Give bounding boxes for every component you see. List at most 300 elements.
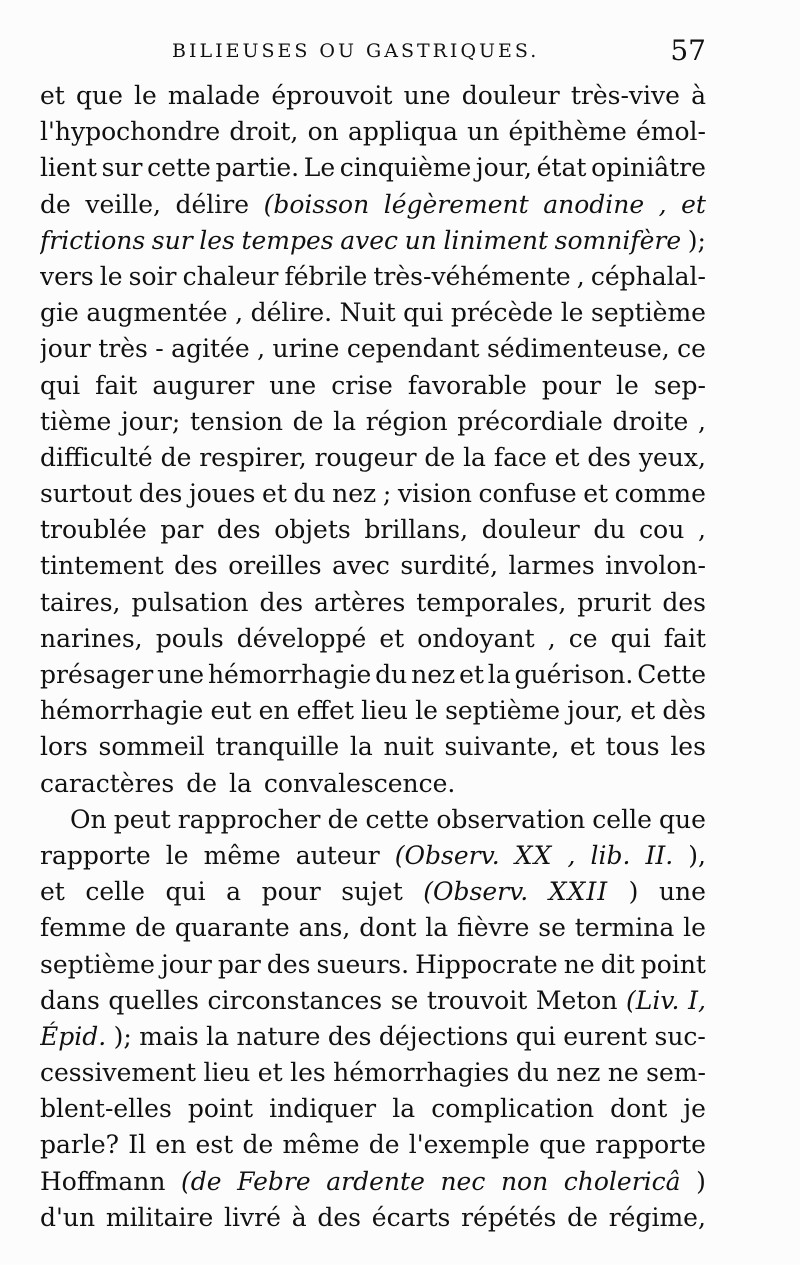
word: une — [269, 370, 317, 400]
word: peut — [113, 804, 171, 834]
word: sur — [101, 153, 143, 183]
word: la — [349, 732, 373, 762]
word: développé — [236, 623, 367, 653]
word: pouls — [155, 623, 224, 653]
word: nec — [440, 1166, 486, 1196]
word: et — [262, 479, 287, 509]
word: de — [292, 406, 324, 436]
word: état — [536, 153, 587, 183]
word: cholericâ — [563, 1166, 681, 1196]
text-line — [40, 1055, 706, 1091]
word: de — [327, 804, 359, 834]
word: ans, — [298, 913, 351, 943]
text-line — [40, 693, 706, 729]
word: larmes — [508, 551, 595, 581]
word: région — [365, 406, 448, 436]
word: circonstances — [207, 985, 383, 1015]
text-line — [40, 1164, 706, 1200]
word: , — [658, 189, 667, 219]
word: ) — [696, 1166, 706, 1196]
word: septième — [591, 298, 706, 328]
word: légèrement — [383, 189, 529, 219]
word: face — [493, 442, 547, 472]
word: (Observ. — [423, 877, 529, 907]
word: jour, — [475, 153, 532, 183]
word: un — [404, 225, 437, 255]
text-line — [40, 1127, 706, 1163]
page-number: 57 — [670, 34, 706, 67]
word: (Observ. — [394, 840, 500, 870]
word: caractères — [40, 768, 175, 798]
word: frictions — [40, 225, 146, 255]
word: ce — [568, 623, 598, 653]
word: ) — [628, 877, 639, 907]
word: fait — [663, 623, 706, 653]
word: ), — [688, 840, 706, 870]
word: ne — [607, 1058, 639, 1088]
text-line — [40, 729, 706, 765]
running-head — [40, 34, 706, 68]
word: blent-elles — [40, 1094, 172, 1124]
text-line — [40, 259, 706, 295]
word: qui — [515, 1021, 556, 1051]
word: le — [683, 913, 706, 943]
word: ; — [382, 479, 392, 509]
word: la — [487, 660, 511, 689]
word: ne — [563, 949, 595, 979]
word: à — [691, 81, 706, 110]
word: pulsation — [131, 587, 249, 617]
word: rapprocher — [177, 804, 321, 834]
word: et — [379, 623, 405, 653]
text-line — [40, 512, 706, 548]
text-line — [40, 331, 706, 367]
word: douleur — [481, 515, 580, 545]
text-line — [40, 874, 706, 910]
word: les — [670, 732, 706, 762]
word: rougeur — [314, 442, 417, 472]
word: dès — [662, 696, 706, 726]
word: une — [403, 81, 451, 110]
text-line — [40, 766, 706, 802]
word: nez — [411, 660, 456, 689]
word: chaleur — [182, 261, 279, 291]
word: les — [199, 225, 235, 255]
text-line — [40, 404, 706, 440]
word: , — [697, 515, 706, 545]
word: parle? — [40, 1130, 120, 1160]
word: yeux, — [638, 442, 706, 472]
word: - — [155, 334, 164, 364]
word: fait — [95, 370, 138, 400]
word: suc- — [654, 1021, 706, 1051]
word: agitée — [171, 334, 250, 364]
word: lieu — [203, 1058, 251, 1088]
word: (Liv. — [626, 985, 680, 1015]
word: involon- — [605, 551, 706, 581]
word: Il — [128, 1130, 147, 1160]
word: favorable — [407, 370, 527, 400]
word: complication — [431, 1094, 595, 1124]
word: nez — [556, 1058, 601, 1088]
word: des — [266, 949, 311, 979]
word: sem- — [646, 1058, 706, 1088]
word: précordiale — [457, 406, 603, 436]
word: déjections — [378, 1021, 509, 1051]
word: des — [317, 1202, 362, 1232]
word: la — [463, 442, 486, 472]
text-line — [40, 802, 706, 838]
word: de — [567, 1202, 598, 1232]
word: malade — [167, 81, 261, 110]
word: de — [424, 442, 456, 472]
text-line — [40, 295, 706, 331]
word: tième — [40, 406, 112, 436]
word: douleur — [461, 81, 560, 110]
word: de — [186, 768, 217, 798]
word: ); — [687, 225, 706, 255]
word: Hoffmann — [40, 1166, 166, 1196]
word: le — [616, 370, 639, 400]
word: comme — [614, 479, 706, 509]
text-line — [40, 621, 706, 657]
word: anodine — [543, 189, 645, 219]
word: urine — [272, 334, 340, 364]
word: temporales, — [416, 587, 567, 617]
word: se — [390, 985, 419, 1015]
text-line — [40, 947, 706, 983]
body-text — [40, 78, 706, 1236]
word: les — [290, 1058, 326, 1088]
word: par — [160, 515, 204, 545]
word: augmentée — [86, 298, 228, 328]
word: cette — [147, 153, 211, 183]
word: éprouvoit — [271, 81, 393, 110]
word: émol- — [636, 117, 706, 147]
word: surdité, — [400, 551, 499, 581]
word: en — [155, 1130, 187, 1160]
word: auteur — [295, 840, 380, 870]
text-line — [40, 476, 706, 512]
word: la — [206, 1021, 230, 1051]
word: lib. — [590, 840, 631, 870]
word: qui — [165, 877, 206, 907]
word: pour — [541, 370, 601, 400]
word: des — [174, 551, 218, 581]
text-line — [40, 150, 706, 186]
word: très — [98, 334, 148, 364]
word: XX — [514, 840, 553, 870]
word: céphalal- — [590, 261, 706, 291]
text-line — [40, 838, 706, 874]
text-line — [40, 983, 706, 1019]
word: troublée — [40, 515, 147, 545]
word: très-véhémente — [373, 261, 571, 291]
word: eut — [210, 696, 252, 726]
word: le — [560, 298, 584, 328]
word: et — [40, 81, 65, 110]
word: I, — [688, 985, 706, 1015]
word: Meton — [535, 985, 618, 1015]
word: point — [640, 949, 706, 979]
word: jour — [40, 334, 91, 364]
word: avec — [340, 225, 399, 255]
word: a — [226, 877, 242, 907]
word: pour — [261, 877, 321, 907]
word: , — [257, 334, 266, 364]
word: vers — [40, 261, 94, 291]
word: cette — [365, 804, 430, 834]
word: et — [681, 189, 706, 219]
word: confuse — [478, 479, 577, 509]
word: Nuit — [339, 298, 396, 328]
word: droit, — [229, 117, 299, 147]
word: et — [630, 696, 656, 726]
word: hémorrhagies — [333, 1058, 510, 1088]
word: termina — [574, 913, 675, 943]
word: Febre — [237, 1166, 311, 1196]
word: l'hypochondre — [40, 117, 221, 147]
word: le — [99, 261, 123, 291]
word: (boisson — [263, 189, 370, 219]
word: lient — [40, 153, 97, 183]
word: sur — [151, 225, 193, 255]
text-line — [40, 585, 706, 621]
word: militaire — [105, 1202, 214, 1232]
word: le — [165, 840, 189, 870]
word: mais — [139, 1021, 199, 1051]
word: qui — [403, 298, 444, 328]
word: , — [567, 840, 576, 870]
word: cou — [639, 515, 685, 545]
word: droite — [612, 406, 689, 436]
word: prurit — [577, 587, 652, 617]
word: des — [587, 442, 631, 472]
word: II. — [645, 840, 674, 870]
word: que — [539, 1130, 586, 1160]
word: de — [242, 1130, 274, 1160]
word: se — [538, 913, 566, 943]
text-line — [40, 187, 706, 223]
word: suivante, — [444, 732, 560, 762]
word: opiniâtre — [591, 153, 706, 183]
word: délire — [175, 189, 250, 219]
word: jour; — [121, 406, 181, 436]
text-line — [40, 223, 706, 259]
word: convalescence. — [263, 768, 456, 798]
word: trouvoit — [426, 985, 528, 1015]
word: écarts — [371, 1202, 451, 1232]
word: lors — [40, 732, 88, 762]
word: observation — [436, 804, 586, 834]
word: taires, — [40, 587, 121, 617]
word: celle — [85, 877, 145, 907]
word: cinquième — [339, 153, 472, 183]
word: Hippocrate — [415, 949, 558, 979]
text-line — [40, 657, 706, 693]
word: cessivement — [40, 1058, 197, 1088]
word: l'exemple — [408, 1130, 530, 1160]
text-line — [40, 368, 706, 404]
word: ); — [113, 1021, 132, 1051]
word: du — [293, 479, 326, 509]
word: tempes — [241, 225, 334, 255]
word: femme — [40, 913, 127, 943]
word: oreilles — [228, 551, 322, 581]
text-line — [40, 1091, 706, 1127]
word: tension — [190, 406, 283, 436]
word: présager — [40, 660, 154, 689]
word: on — [307, 117, 339, 147]
word: guérison. — [514, 660, 634, 689]
word: et — [459, 660, 484, 689]
word: de — [135, 913, 166, 943]
word: partie. — [215, 153, 300, 183]
running-title: BILIEUSES OU GASTRIQUES. — [172, 40, 540, 62]
word: des — [327, 1021, 372, 1051]
text-line — [40, 440, 706, 476]
word: ardente — [326, 1166, 425, 1196]
word: d'un — [40, 1202, 96, 1232]
word: vision — [397, 479, 472, 509]
text-line — [40, 1200, 706, 1236]
word: rapporte — [40, 840, 151, 870]
word: nature — [236, 1021, 321, 1051]
word: brillans, — [364, 515, 469, 545]
word: rapporte — [595, 1130, 706, 1160]
word: et — [40, 877, 65, 907]
word: sueurs. — [316, 949, 410, 979]
word: sujet — [341, 877, 403, 907]
word: précède — [450, 298, 554, 328]
word: une — [658, 877, 706, 907]
word: surtout — [40, 479, 133, 509]
word: appliqua — [347, 117, 458, 147]
word: épithème — [508, 117, 627, 147]
word: qui — [610, 623, 651, 653]
word: objets — [274, 515, 351, 545]
word: tranquille — [215, 732, 340, 762]
word: Le — [303, 153, 336, 183]
word: très-vive — [570, 81, 680, 110]
word: régime, — [608, 1202, 706, 1232]
word: de — [40, 189, 71, 219]
word: augurer — [152, 370, 255, 400]
word: veille, — [85, 189, 161, 219]
word: que — [75, 81, 123, 110]
word: cependant — [346, 334, 480, 364]
word: joues — [188, 479, 256, 509]
word: délire. — [250, 298, 333, 328]
word: sep- — [653, 370, 706, 400]
word: et — [554, 442, 580, 472]
word: lieu — [361, 696, 409, 726]
word: septième — [40, 949, 155, 979]
text-line — [40, 910, 706, 946]
word: nez — [332, 479, 377, 509]
word: septième — [445, 696, 561, 726]
word: Épid. — [40, 1021, 107, 1051]
word: dans — [40, 985, 100, 1015]
word: non — [500, 1166, 549, 1196]
word: XXII — [548, 877, 609, 907]
word: à — [291, 1202, 307, 1232]
word: de — [160, 442, 192, 472]
word: Cette — [637, 660, 706, 689]
word: narines, — [40, 623, 143, 653]
word: hémorrhagie — [40, 696, 204, 726]
word: le — [134, 81, 157, 110]
word: des — [662, 587, 706, 617]
word: dont — [610, 1094, 668, 1124]
word: point — [187, 1094, 254, 1124]
word: eurent — [563, 1021, 648, 1051]
word: (de — [181, 1166, 222, 1196]
word: sommeil — [98, 732, 205, 762]
word: que — [659, 804, 706, 834]
word: tintement — [40, 551, 164, 581]
word: est — [195, 1130, 234, 1160]
word: , — [576, 261, 585, 291]
word: et — [570, 732, 595, 762]
word: quarante — [174, 913, 290, 943]
word: crise — [331, 370, 393, 400]
word: gie — [40, 298, 79, 328]
word: quelles — [108, 985, 199, 1015]
text-line — [40, 548, 706, 584]
word: avec — [332, 551, 390, 581]
word: effet — [296, 696, 354, 726]
text-line — [40, 114, 706, 150]
word: livré — [224, 1202, 281, 1232]
word: une — [157, 660, 205, 689]
word: soir — [128, 261, 177, 291]
word: , — [547, 623, 556, 653]
word: le — [415, 696, 438, 726]
word: je — [683, 1094, 706, 1124]
word: jour, — [567, 696, 624, 726]
word: et — [257, 1058, 283, 1088]
word: même — [282, 1130, 360, 1160]
word: fièvre — [457, 913, 530, 943]
word: sédimenteuse, — [487, 334, 670, 364]
word: un — [467, 117, 500, 147]
word: On — [70, 804, 107, 834]
word: la — [392, 1094, 416, 1124]
word: celle — [592, 804, 652, 834]
word: hémorrhagie — [207, 660, 372, 689]
word: par — [217, 949, 261, 979]
word: du — [516, 1058, 549, 1088]
word: de — [368, 1130, 400, 1160]
word: dont — [359, 913, 417, 943]
word: répétés — [461, 1202, 557, 1232]
word: liniment — [443, 225, 549, 255]
text-line — [40, 1019, 706, 1055]
word: en — [258, 696, 290, 726]
word: la — [229, 768, 252, 798]
word: qui — [40, 370, 81, 400]
word: ce — [677, 334, 706, 364]
word: même — [203, 840, 281, 870]
word: dit — [600, 949, 635, 979]
word: des — [138, 479, 183, 509]
word: du — [375, 660, 408, 689]
word: tous — [605, 732, 660, 762]
word: jour — [161, 949, 212, 979]
word: du — [593, 515, 626, 545]
word: difficulté — [40, 442, 153, 472]
